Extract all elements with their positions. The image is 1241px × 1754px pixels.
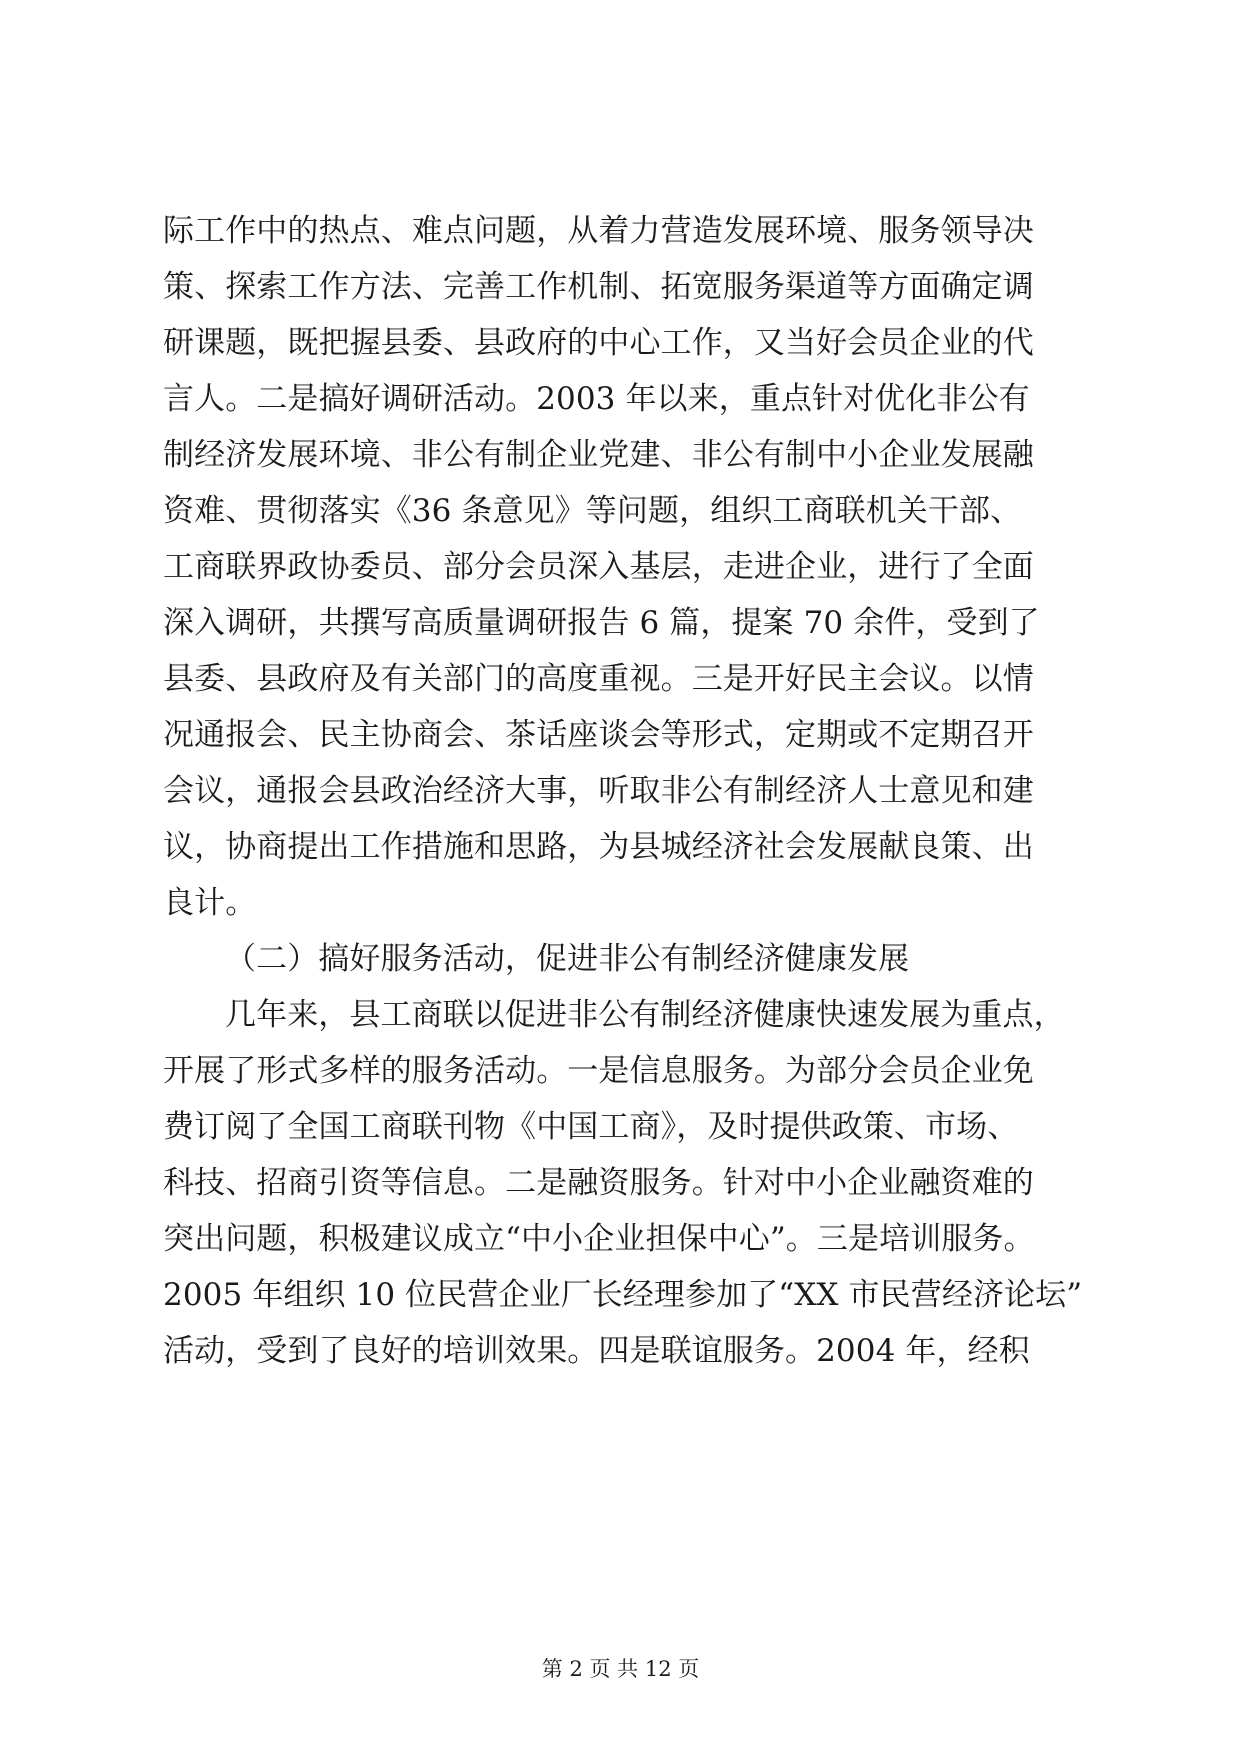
page-number-footer: 第 2 页 共 12 页 xyxy=(541,1657,700,1681)
text-line: 费订阅了全国工商联刊物《中国工商》，及时提供政策、市场、 xyxy=(163,1109,1019,1145)
section-heading: （二）搞好服务活动，促进非公有制经济健康发展 xyxy=(225,941,910,977)
text-line: 际工作中的热点、难点问题，从着力营造发展环境、服务领导决 xyxy=(163,213,1034,249)
text-line: 研课题，既把握县委、县政府的中心工作，又当好会员企业的代 xyxy=(163,325,1034,361)
text-line: 良计。 xyxy=(163,885,257,921)
text-line: 策、探索工作方法、完善工作机制、拓宽服务渠道等方面确定调 xyxy=(163,269,1034,305)
text-line: 科技、招商引资等信息。二是融资服务。针对中小企业融资难的 xyxy=(163,1165,1034,1201)
text-line: 议，协商提出工作措施和思路，为县城经济社会发展献良策、出 xyxy=(163,829,1034,865)
text-line: 言人。二是搞好调研活动。2003 年以来，重点针对优化非公有 xyxy=(163,381,1030,417)
text-line: 会议，通报会县政治经济大事，听取非公有制经济人士意见和建 xyxy=(163,773,1034,809)
text-line: 况通报会、民主协商会、茶话座谈会等形式，定期或不定期召开 xyxy=(163,717,1034,753)
text-line: 工商联界政协委员、部分会员深入基层，走进企业，进行了全面 xyxy=(163,549,1034,585)
text-line: 活动，受到了良好的培训效果。四是联谊服务。2004 年，经积 xyxy=(163,1333,1030,1369)
text-line: 开展了形式多样的服务活动。一是信息服务。为部分会员企业免 xyxy=(163,1053,1034,1089)
text-line: 制经济发展环境、非公有制企业党建、非公有制中小企业发展融 xyxy=(163,437,1034,473)
text-line: 资难、贯彻落实《36 条意见》等问题，组织工商联机关干部、 xyxy=(163,493,1022,529)
text-line: 2005 年组织 10 位民营企业厂长经理参加了“XX 市民营经济论坛” xyxy=(163,1277,1083,1313)
text-line: 深入调研，共撰写高质量调研报告 6 篇，提案 70 余件，受到了 xyxy=(163,605,1040,641)
text-line: 几年来，县工商联以促进非公有制经济健康快速发展为重点， xyxy=(225,997,1065,1033)
text-line: 突出问题，积极建议成立“中小企业担保中心”。三是培训服务。 xyxy=(163,1221,1035,1257)
text-line: 县委、县政府及有关部门的高度重视。三是开好民主会议。以情 xyxy=(163,661,1034,697)
